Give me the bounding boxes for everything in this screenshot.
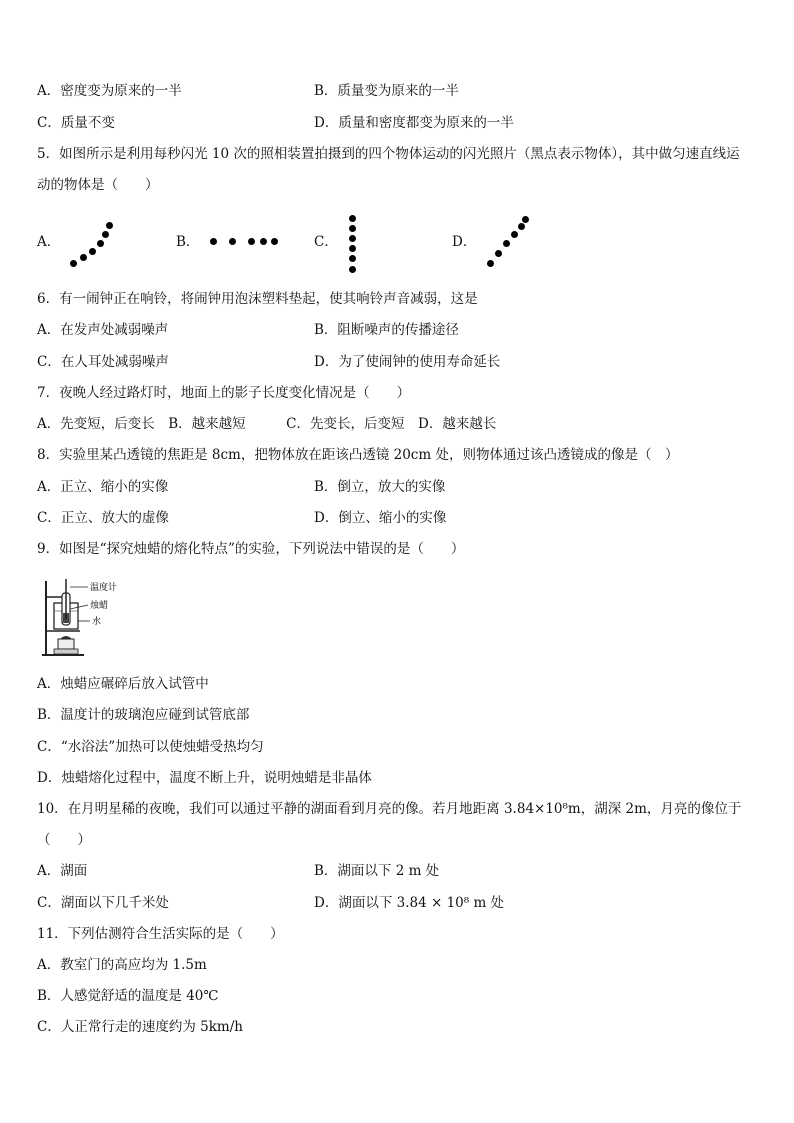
q10-stem-line2: （ ）: [37, 832, 91, 848]
q5-label-a: A．: [37, 234, 61, 250]
q6-stem: 6．有一闹钟正在响铃，将闹钟用泡沫塑料垫起，使其响铃声音减弱，这是: [37, 291, 478, 307]
figure-label-water: 水: [92, 617, 102, 627]
q11-option-c: C．人正常行走的速度约为 5km/h: [37, 1019, 243, 1035]
q6-option-d: D．为了使闹钟的使用寿命延长: [314, 354, 501, 370]
q8-option-b: B．倒立，放大的实像: [314, 479, 446, 495]
q11-option-b: B．人感觉舒适的温度是 40℃: [37, 988, 219, 1004]
q5-photo-b: [208, 212, 283, 274]
q9-stem: 9．如图是“探究烛蜡的熔化特点”的实验，下列说法中错误的是（ ）: [37, 541, 465, 557]
q8-stem: 8．实验里某凸透镜的焦距是 8cm，把物体放在距该凸透镜 20cm 处，则物体通过该凸透镜成的像是（ ）: [37, 447, 679, 463]
q9-option-a: A．烛蜡应碾碎后放入试管中: [37, 676, 209, 692]
q4-option-d: D．质量和密度都变为原来的一半: [314, 115, 514, 131]
q7-options: A．先变短，后变长 B．越来越短 C．先变长，后变短 D．越来越长: [37, 416, 497, 432]
q9-option-c: C．“水浴法”加热可以使烛蜡受热均匀: [37, 739, 264, 755]
q5-label-c: C．: [314, 234, 338, 250]
q5-label-d: D．: [452, 234, 477, 250]
q4-option-c: C．质量不变: [37, 115, 115, 131]
q6-option-b: B．阻断噪声的传播途径: [314, 322, 459, 338]
q10-option-d: D．湖面以下 3.84 × 10⁸ m 处: [314, 895, 505, 911]
q9-option-b: B．温度计的玻璃泡应碰到试管底部: [37, 707, 250, 723]
q10-option-a: A．湖面: [37, 863, 88, 879]
q5-photo-d: [484, 212, 530, 274]
q7-stem: 7．夜晚人经过路灯时，地面上的影子长度变化情况是（ ）: [37, 385, 411, 401]
q6-option-a: A．在发声处减弱噪声: [37, 322, 169, 338]
q8-option-c: C．正立、放大的虚像: [37, 510, 169, 526]
q8-option-a: A．正立、缩小的实像: [37, 479, 169, 495]
q8-option-d: D．倒立、缩小的实像: [314, 510, 447, 526]
q10-option-b: B．湖面以下 2 m 处: [314, 863, 440, 879]
q4-option-a: A．密度变为原来的一半: [37, 83, 182, 99]
q11-stem: 11．下列估测符合生活实际的是（ ）: [37, 926, 284, 942]
wax-melting-apparatus-figure: [40, 577, 132, 659]
q9-option-d: D．烛蜡熔化过程中，温度不断上升，说明烛蜡是非晶体: [37, 770, 372, 786]
q6-option-c: C．在人耳处减弱噪声: [37, 354, 169, 370]
q5-stem-line1: 5．如图所示是利用每秒闪光 10 次的照相装置拍摄到的四个物体运动的闪光照片（黑点表示物体），其中做匀速直线运: [37, 146, 740, 162]
figure-label-thermometer: 温度计: [90, 583, 118, 593]
q10-stem-line1: 10．在月明星稀的夜晚，我们可以通过平静的湖面看到月亮的像。若月地距离 3.84×10⁸m，湖深 2m，月亮的像位于: [37, 801, 742, 817]
q5-label-b: B．: [176, 234, 200, 250]
q10-option-c: C．湖面以下几千米处: [37, 895, 169, 911]
q5-photo-a: [68, 212, 114, 274]
figure-label-wax: 烛蜡: [90, 601, 109, 611]
q4-option-b: B．质量变为原来的一半: [314, 83, 459, 99]
q11-option-a: A．教室门的高应均为 1.5m: [37, 957, 207, 973]
q5-photo-c: [345, 212, 361, 274]
q5-stem-line2: 动的物体是（ ）: [37, 177, 159, 193]
